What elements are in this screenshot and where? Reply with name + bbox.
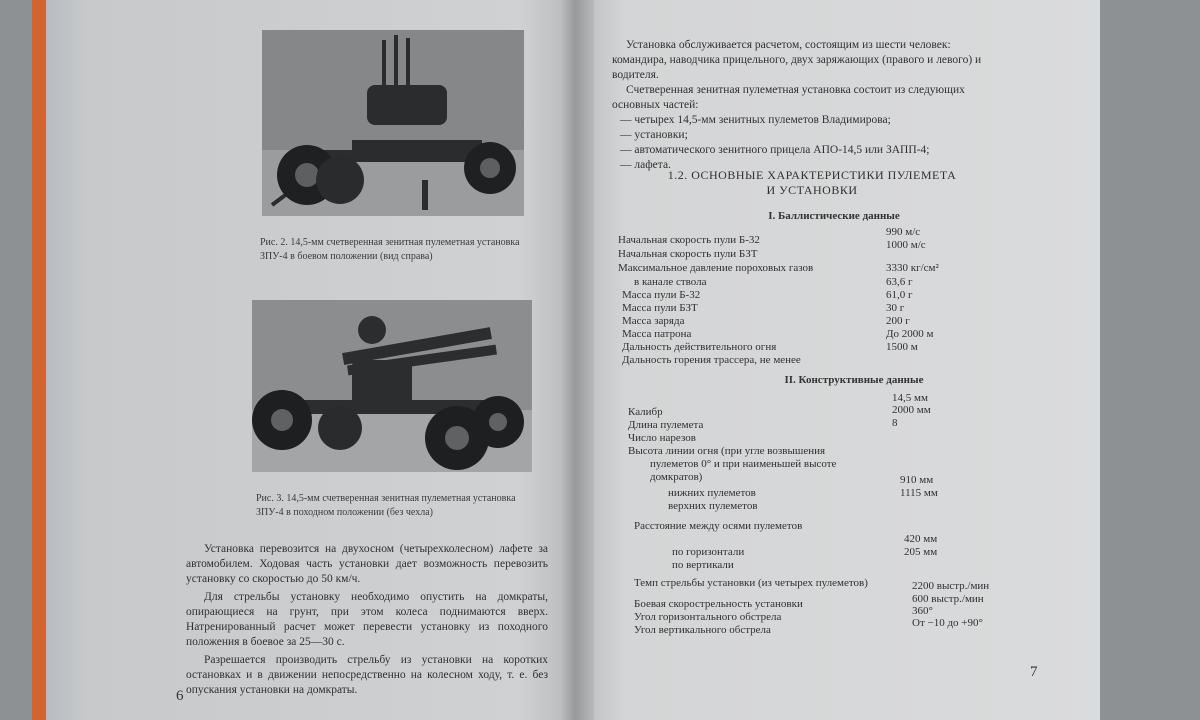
table-row-value: 1500 м [886, 341, 918, 353]
table-row-value: 8 [892, 417, 898, 429]
table-row-value: 205 мм [904, 546, 938, 558]
table-row-label: Начальная скорость пули Б-32 [618, 234, 760, 246]
table-row-label: Масса патрона [622, 328, 692, 340]
section-heading-line2: И УСТАНОВКИ [766, 183, 858, 197]
right-page [594, 0, 1094, 720]
figure-2-caption: Рис. 2. 14,5-мм счетверенная зенитная пулеметная установка ЗПУ-4 в боевом положении (вид справа) [260, 237, 520, 262]
table-row-value: 600 выстр./мин [912, 593, 984, 605]
table-row-label: Калибр [628, 406, 663, 418]
page-number-left: 6 [176, 688, 184, 704]
table-row-label: Угол горизонтального обстрела [634, 611, 782, 623]
table-row-label: Максимальное давление пороховых газов [618, 262, 814, 274]
table-row-value: 14,5 мм [892, 392, 928, 404]
table-row-value: 1115 мм [900, 487, 938, 499]
left-page [70, 0, 560, 720]
table-row-value: 30 г [886, 302, 905, 314]
table-row-label: Угол вертикального обстрела [634, 624, 771, 636]
section-heading-line1: 1.2. ОСНОВНЫЕ ХАРАКТЕРИСТИКИ ПУЛЕМЕТА [667, 168, 957, 182]
table-row-value: 360° [912, 605, 933, 617]
table-row-value: 3330 кг/см² [886, 262, 939, 274]
table-row-label: Длина пулемета [628, 419, 704, 431]
table-row-value: 61,0 г [886, 289, 913, 301]
part-item: — лафета. [620, 159, 671, 171]
book-spine [560, 0, 594, 720]
part-item: — установки; [620, 129, 688, 141]
table-row-label: Дальность действительного огня [622, 341, 777, 353]
intro-parts: Счетверенная зенитная пулеметная установка состоит из следующих основных частей: [612, 84, 965, 111]
ballistic-data-title: I. Баллистические данные [768, 210, 900, 222]
table-row-value: От −10 до +90° [912, 617, 983, 629]
table-row-value: До 2000 м [886, 328, 934, 340]
table-row-label: Расстояние между осями пулеметов [634, 520, 803, 532]
table-row-value: 420 мм [904, 533, 938, 545]
table-row-label: верхних пулеметов [668, 500, 758, 512]
construct-data-title: II. Конструктивные данные [784, 374, 924, 386]
table-row-label: домкратов) [650, 471, 703, 483]
part-item: — автоматического зенитного прицела АПО-14,5 или ЗАПП-4; [620, 144, 930, 156]
table-row-label: Масса пули Б-32 [622, 289, 701, 301]
book-cover-edge [32, 0, 46, 720]
intro-crew: Установка обслуживается расчетом, состоящим из шести человек: командира, наводчика прицельного, двух заряжающих (правого и левого) и водителя. [612, 39, 982, 81]
table-row-label: пулеметов 0° и при наименьшей высоте [650, 458, 837, 470]
page-number-right: 7 [1030, 664, 1038, 680]
table-row-value: 2000 мм [892, 404, 931, 416]
table-row-label: Число нарезов [628, 432, 696, 444]
table-row-label: по вертикали [672, 559, 734, 571]
table-row-label: Масса пули БЗТ [622, 302, 698, 314]
table-row-value: 910 мм [900, 474, 934, 486]
paragraph-firing-position: Для стрельбы установку необходимо опустить на домкраты, опирающиеся на грунт, при этом колеса поднимаются вверх. Натренированный расчет может перевести установку из походного положения в боевое за 25—30 с. [186, 591, 548, 648]
table-row-value: 1000 м/с [886, 239, 926, 251]
paragraph-transport: Установка перевозится на двухосном (четырехколесном) лафете за автомобилем. Ходовая часть установки дает возможность перевозить установку со скоростью до 50 км/ч. [186, 543, 548, 585]
paragraph-firing-on-move: Разрешается производить стрельбу из установки на коротких остановках и в движении непосредственно на колесном ходу, т. е. без опускания установки на домкраты. [186, 654, 548, 696]
table-row-value: 2200 выстр./мин [912, 580, 990, 592]
figure-3-photo [252, 300, 532, 472]
table-row-label: Темп стрельбы установки (из четырех пулеметов) [634, 577, 868, 589]
table-row-label: Дальность горения трассера, не менее [622, 354, 801, 366]
table-row-label: Высота линии огня (при угле возвышения [628, 445, 826, 457]
table-row-value: 200 г [886, 315, 910, 327]
table-row-value: 990 м/с [886, 226, 921, 238]
table-row-label: в канале ствола [634, 276, 707, 288]
table-row-value: 63,6 г [886, 276, 913, 288]
table-row-label: по горизонтали [672, 546, 745, 558]
table-row-label: Боевая скорострельность установки [634, 598, 803, 610]
part-item: — четырех 14,5-мм зенитных пулеметов Владимирова; [620, 114, 891, 126]
figure-3-caption: Рис. 3. 14,5-мм счетверенная зенитная пулеметная установка ЗПУ-4 в походном положении (без чехла) [256, 493, 516, 518]
table-row-label: Начальная скорость пули БЗТ [618, 248, 758, 260]
table-row-label: Масса заряда [622, 315, 685, 327]
figure-2-photo [262, 30, 524, 216]
table-row-label: нижних пулеметов [668, 487, 756, 499]
left-body-text [186, 542, 548, 701]
right-intro-text [612, 38, 982, 173]
